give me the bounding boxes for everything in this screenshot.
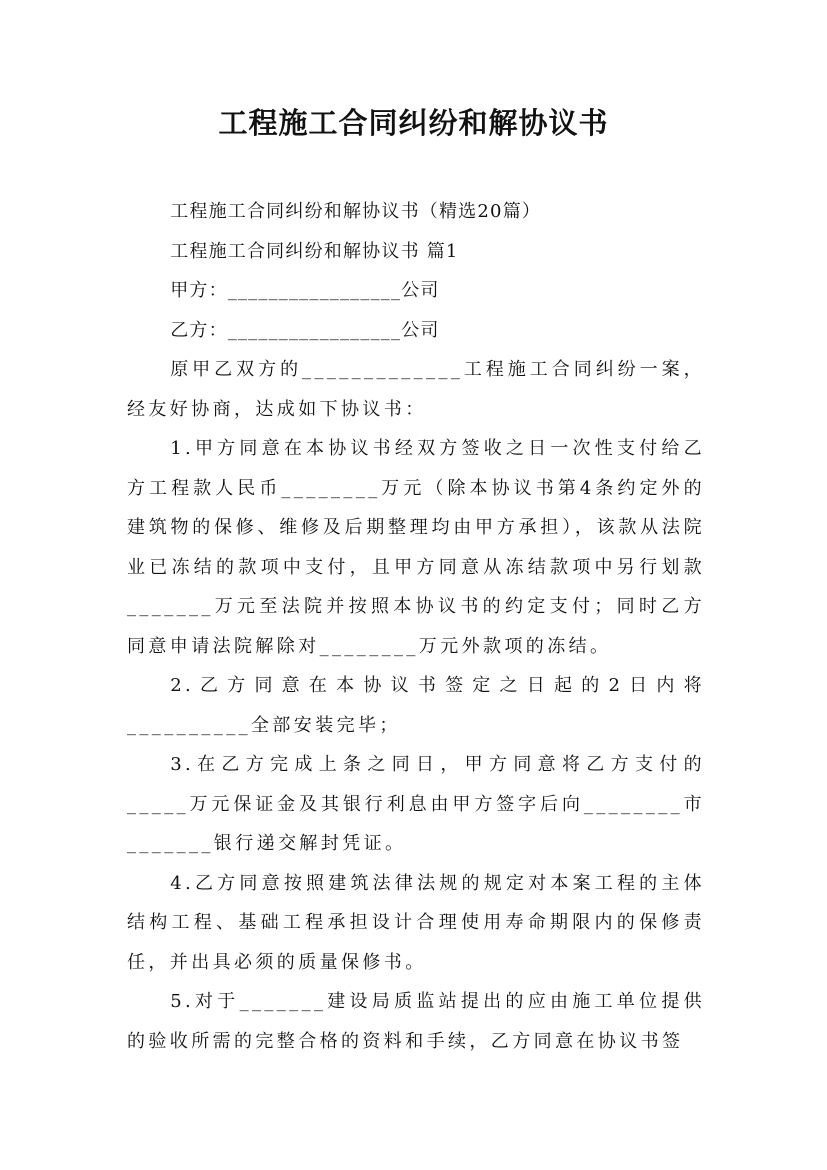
document-body	[127, 192, 705, 1061]
paragraph-clause-2: 2.乙方同意在本协议书签定之日起的2日内将__________全部安装完毕；	[127, 675, 705, 736]
paragraph-section-heading: 工程施工合同纠纷和解协议书 篇1	[170, 240, 459, 262]
paragraph-intro: 原甲乙双方的_____________工程施工合同纠纷一案，经友好协商，达成如下协议书：	[127, 359, 705, 420]
paragraph-clause-1: 1.甲方同意在本协议书经双方签收之日一次性支付给乙方工程款人民币________万元（除本协议书第4条约定外的建筑物的保修、维修及后期整理均由甲方承担），该款从法院业已冻结的款项中支付，且甲方同意从冻结款项中另行划款_______万元至法院并按照本协议书的约定支付；同时乙方同意申请法院解除对________万元外款项的冻结。	[127, 438, 705, 657]
paragraph-party-a: 甲方：_________________公司	[170, 280, 440, 301]
paragraph-subtitle: 工程施工合同纠纷和解协议书（精选20篇）	[170, 201, 542, 222]
paragraph-clause-5: 5.对于_______建设局质监站提出的应由施工单位提供的验收所需的完整合格的资料和手续，乙方同意在协议书签	[127, 991, 705, 1052]
document-title: 工程施工合同纠纷和解协议书	[218, 106, 609, 140]
paragraph-clause-3: 3.在乙方完成上条之同日，甲方同意将乙方支付的_____万元保证金及其银行利息由甲方签字后向________市_______银行递交解封凭证。	[127, 754, 705, 854]
paragraph-party-b: 乙方：_________________公司	[170, 319, 440, 341]
paragraph-clause-4: 4.乙方同意按照建筑法律法规的规定对本案工程的主体结构工程、基础工程承担设计合理使用寿命期限内的保修责任，并出具必须的质量保修书。	[127, 872, 705, 973]
